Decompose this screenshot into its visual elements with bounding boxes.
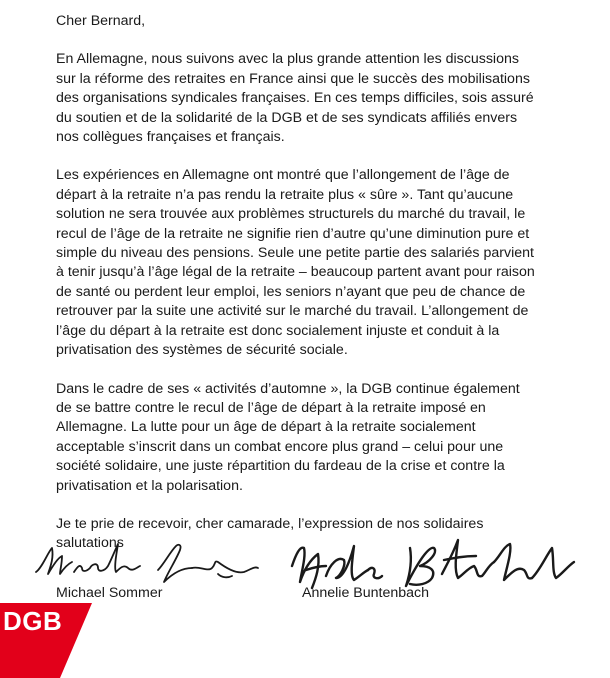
paragraph-solidarity: En Allemagne, nous suivons avec la plus grande attention les discussions sur la réforme des retraites en France ainsi que le succès des mobilisations des organisations syndicales françaises. En ces temps difficiles, sois assuré du soutien et de la solidarité de la DGB et de ses syndicats affiliés envers nos collègues françaises et français.: [56, 51, 534, 146]
signer-name-michael-sommer: Michael Sommer: [56, 585, 163, 601]
paragraph-closing: Je te prie de recevoir, cher camarade, l’expression de nos solidaires salutations: [56, 515, 484, 552]
letter-greeting: Cher Bernard,: [56, 13, 146, 29]
letter-body: [56, 12, 576, 573]
signature-michael-sommer: [32, 538, 272, 588]
paragraph-experience-germany: Les expériences en Allemagne ont montré que l’allongement de l’âge de départ à la retraite n’a pas rendu la retraite plus « sûre ». Tant qu’aucune solution ne sera trouvée aux problèmes structurels du marché du travail, le recul de l’âge de la retraite ne signifie rien d’autre qu’une diminution pure et simple du niveau des pensions. Seule une petite partie des salariés parvient à tenir jusqu’à l’âge légal de la retraite – beaucoup partent avant pour raison de santé ou perdent leur emploi, les seniors n’ayant que peu de chance de retrouver par la suite une activité sur le marché du travail. L’allongement de l’âge du départ à la retraite est donc socialement injuste et conduit à la privatisation des systèmes de sécurité sociale.: [56, 167, 535, 359]
paragraph-autumn-activities: Dans le cadre de ses « activités d’automne », la DGB continue également de se battre contre le recul de l’âge de départ à la retraite imposé en Allemagne. La lutte pour un âge de départ à la retraite socialement acceptable s’inscrit dans un combat encore plus grand – celui pour une société solidaire, une juste répartition du fardeau de la crise et contre la privatisation et la polarisation.: [56, 380, 520, 494]
dgb-logo-text: DGB: [3, 606, 63, 636]
signer-name-annelie-buntenbach: Annelie Buntenbach: [302, 585, 430, 601]
